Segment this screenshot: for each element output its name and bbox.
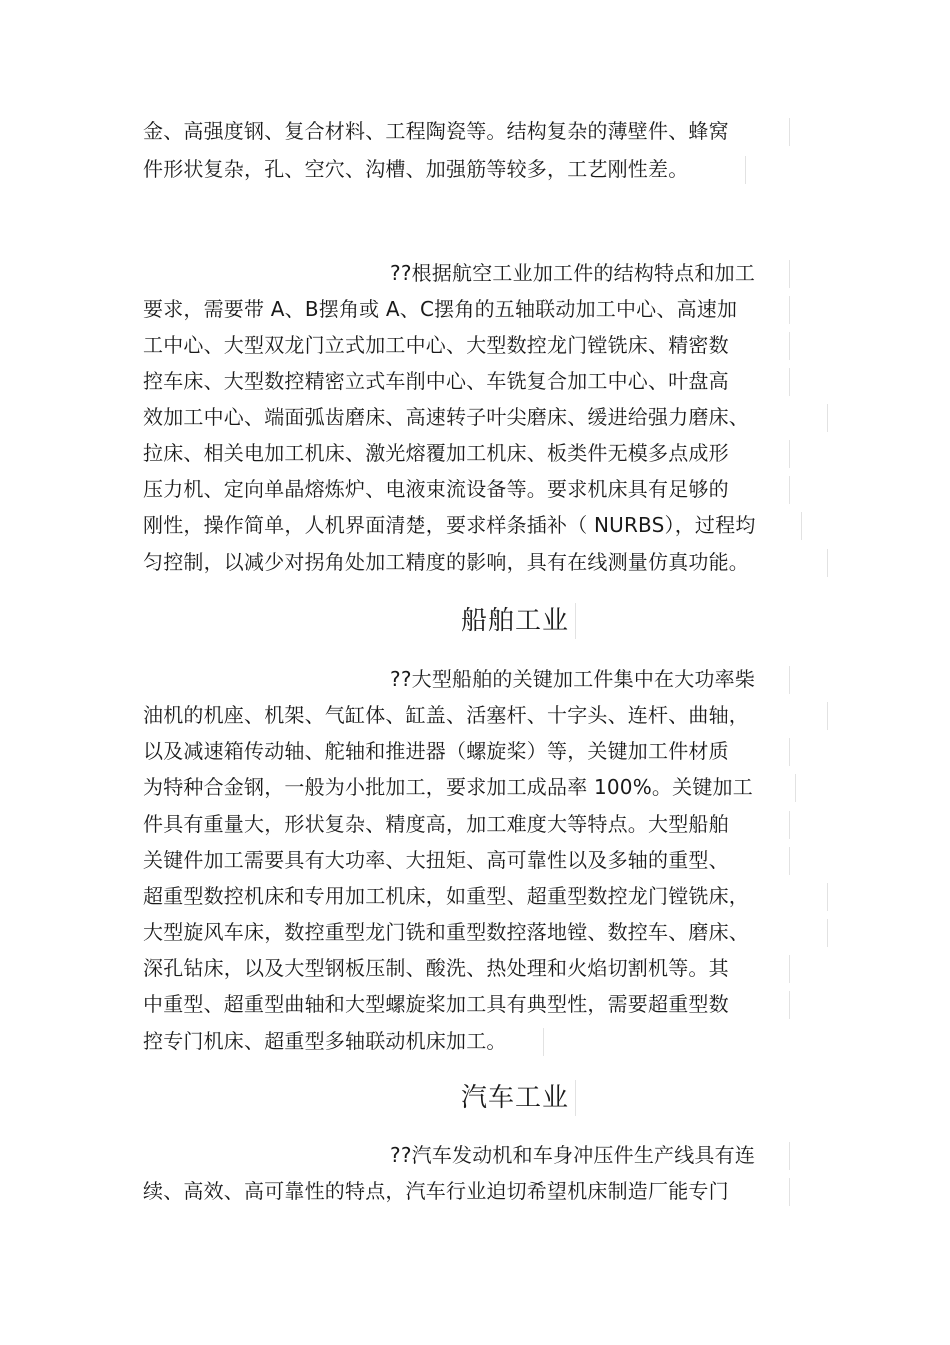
paragraph-line: 油机的机座、机架、气缸体、缸盖、活塞杆、十字头、连杆、曲轴， — [143, 703, 749, 727]
paragraph-line: 深孔钻床，以及大型钢板压制、酸洗、热处理和火焰切割机等。其 — [143, 956, 729, 980]
paragraph-first-line: ??大型船舶的关键加工件集中在大功率柴 — [390, 667, 756, 691]
line-edge-rule — [827, 549, 828, 577]
heading-edge-rule — [575, 1080, 576, 1116]
paragraph-line: 要求，需要带 A、B摆角或 A、C摆角的五轴联动加工中心、高速加 — [143, 297, 738, 321]
line-edge-rule — [795, 774, 796, 802]
paragraph-line: 压力机、定向单晶熔炼炉、电液束流设备等。要求机床具有足够的 — [143, 477, 729, 501]
paragraph-first-line: ??根据航空工业加工件的结构特点和加工 — [390, 261, 756, 285]
line-edge-rule — [827, 883, 828, 911]
paragraph-line: 拉床、相关电加工机床、激光熔覆加工机床、板类件无模多点成形 — [143, 441, 729, 465]
heading-edge-rule — [575, 603, 576, 639]
line-edge-rule — [789, 476, 790, 504]
paragraph-line: 控专门机床、超重型多轴联动机床加工。 — [143, 1029, 507, 1053]
paragraph-line: 刚性，操作简单，人机界面清楚，要求样条插补（ NURBS），过程均 — [143, 513, 756, 537]
paragraph-line: 件形状复杂，孔、空穴、沟槽、加强筋等较多，工艺刚性差。 — [143, 157, 689, 181]
line-edge-rule — [789, 811, 790, 839]
section-heading-auto: 汽车工业 — [461, 1083, 570, 1113]
paragraph-line: 以及减速箱传动轴、舵轴和推进器（螺旋桨）等，关键加工件材质 — [143, 739, 729, 763]
paragraph-line: 匀控制，以减少对拐角处加工精度的影响，具有在线测量仿真功能。 — [143, 550, 749, 574]
paragraph-line: 关键件加工需要具有大功率、大扭矩、高可靠性以及多轴的重型、 — [143, 848, 729, 872]
line-edge-rule — [789, 955, 790, 983]
paragraph-line: 为特种合金钢，一般为小批加工，要求加工成品率 100%。关键加工 — [143, 775, 753, 799]
paragraph-line: 中重型、超重型曲轴和大型螺旋桨加工具有典型性，需要超重型数 — [143, 992, 729, 1016]
line-edge-rule — [543, 1028, 544, 1056]
line-edge-rule — [789, 991, 790, 1019]
paragraph-line: 金、高强度钢、复合材料、工程陶瓷等。结构复杂的薄壁件、蜂窝 — [143, 119, 729, 143]
line-edge-rule — [827, 919, 828, 947]
line-edge-rule — [789, 332, 790, 360]
paragraph-line: 大型旋风车床，数控重型龙门铣和重型数控落地镗、数控车、磨床、 — [143, 920, 749, 944]
line-edge-rule — [789, 260, 790, 288]
line-edge-rule — [789, 666, 790, 694]
paragraph-line: 工中心、大型双龙门立式加工中心、大型数控龙门镗铣床、精密数 — [143, 333, 729, 357]
line-edge-rule — [789, 440, 790, 468]
line-edge-rule — [789, 1178, 790, 1206]
line-edge-rule — [789, 847, 790, 875]
line-edge-rule — [827, 404, 828, 432]
paragraph-line: 超重型数控机床和专用加工机床，如重型、超重型数控龙门镗铣床， — [143, 884, 749, 908]
paragraph-line: 效加工中心、端面弧齿磨床、高速转子叶尖磨床、缓进给强力磨床、 — [143, 405, 749, 429]
line-edge-rule — [745, 156, 746, 184]
line-edge-rule — [801, 512, 802, 540]
line-edge-rule — [789, 368, 790, 396]
line-edge-rule — [827, 702, 828, 730]
paragraph-first-line: ??汽车发动机和车身冲压件生产线具有连 — [390, 1143, 756, 1167]
paragraph-line: 控车床、大型数控精密立式车削中心、车铣复合加工中心、叶盘高 — [143, 369, 729, 393]
line-edge-rule — [789, 1142, 790, 1170]
line-edge-rule — [789, 738, 790, 766]
paragraph-line: 件具有重量大，形状复杂、精度高，加工难度大等特点。大型船舶 — [143, 812, 729, 836]
section-heading-ship: 船舶工业 — [461, 606, 570, 636]
line-edge-rule — [789, 118, 790, 146]
line-edge-rule — [789, 296, 790, 324]
paragraph-line: 续、高效、高可靠性的特点，汽车行业迫切希望机床制造厂能专门 — [143, 1179, 729, 1203]
